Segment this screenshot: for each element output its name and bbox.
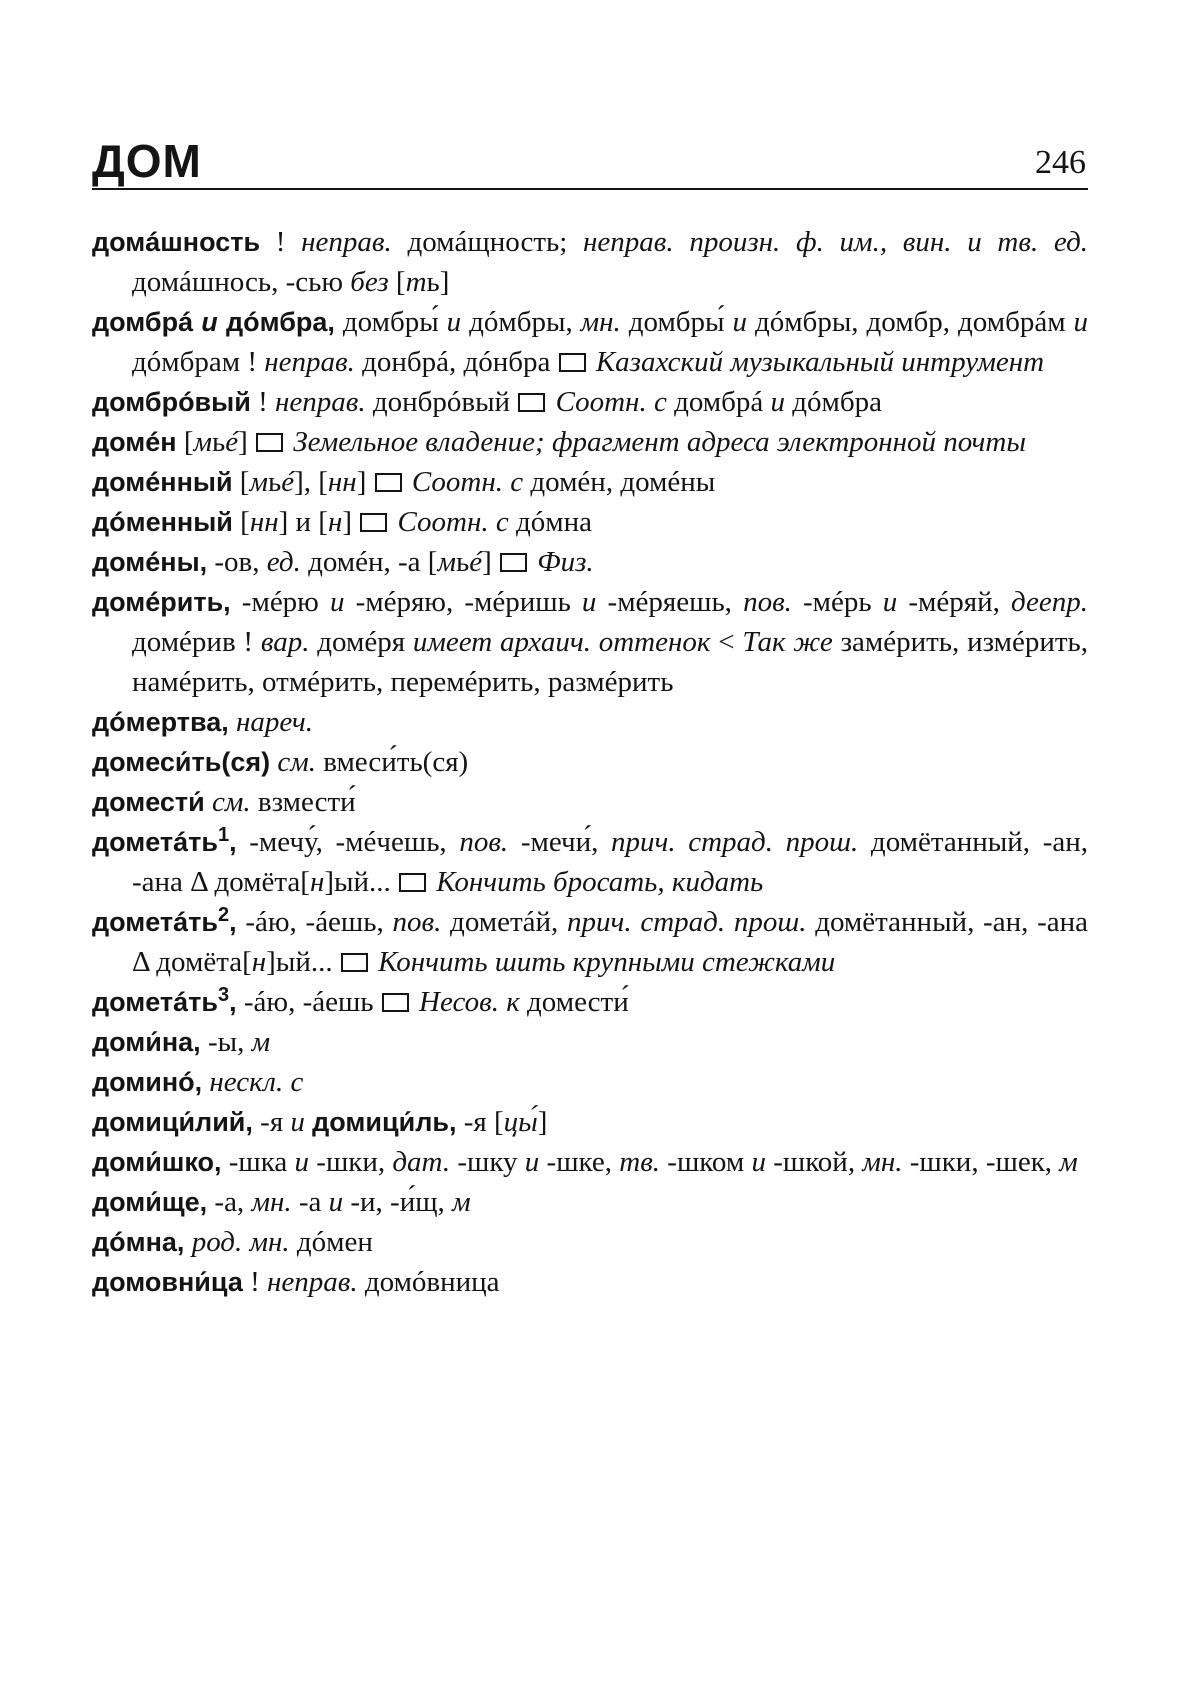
entry-body: -ов, ед. домéн, -а [мьé] Физ. [207,546,594,578]
entry-body: см. взмести́ [212,786,356,818]
entry-headword: домéнный [92,467,233,497]
entry-headword: доми́шко, [92,1147,222,1177]
running-head-word: ДОМ [92,135,202,187]
entry-headword: дометáть$^1$, [92,824,237,857]
dictionary-entry [92,462,1088,502]
entry-headword: дóмертва, [92,707,229,737]
entry-body: ! неправ. домáщность; неправ. произн. ф. им., вин. и тв. ед. домáшнось, -сью без [ть] [132,226,1088,298]
entry-headword: дометáть$^2$, [92,904,237,937]
dictionary-entry [92,1182,1088,1222]
entry-body: -áю, -áешь Несов. к домести́ [236,986,629,1018]
dictionary-entry [92,502,1088,542]
entry-body: -шка и -шки, дат. -шку и -шке, тв. -шком и -шкой, мн. -шки, -шек, м [221,1146,1078,1178]
entry-headword: домбрá и дóмбра, [92,307,335,337]
empty-square-icon [360,513,387,532]
entry-headword: домéрить, [92,587,231,617]
entry-headword: доми́на, [92,1027,201,1057]
dictionary-entry [92,742,1088,782]
dictionary-entry [92,222,1088,302]
entry-body: [мьé], [нн] Соотн. с домéн, домéны [232,466,716,498]
entry-body: ! неправ. домóвница [242,1266,500,1298]
entry-body: -áю, -áешь, пов. дометáй, прич. страд. прош. домётанный, -ан, -ана Δ домёта[н]ый... Кончить шить крупными стежками [132,906,1088,978]
dictionary-entries [92,222,1088,1302]
entry-body: нареч. [236,706,313,738]
dictionary-entry [92,822,1088,902]
empty-square-icon [399,873,426,892]
empty-square-icon [375,473,402,492]
dictionary-entry [92,1062,1088,1102]
entry-body: ! неправ. донбрóвый Соотн. с домбрá и дóмбра [250,386,882,418]
entry-headword: домбрóвый [92,387,251,417]
dictionary-entry [92,582,1088,702]
entry-body: -мéрю и -мéряю, -мéришь и -мéряешь, пов. -мéрь и -мéряй, деепр. домéрив ! вар. домéря имеет архаич. оттенок < Так же замéрить, измéрить, намéрить, отмéрить, перемéрить, размéрить [132,586,1089,698]
entry-headword: домести́ [92,787,205,817]
dictionary-entry [92,302,1088,382]
dictionary-entry [92,1022,1088,1062]
dictionary-entry [92,422,1088,462]
entry-body: -а, мн. -а и -и, -и́щ, м [207,1186,471,1218]
entry-body: [мьé] Земельное владение; фрагмент адреса электронной почты [176,426,1026,458]
entry-body: см. вмеси́ть(ся) [277,746,469,778]
empty-square-icon [256,433,283,452]
dictionary-entry [92,782,1088,822]
entry-body: -ы, м [200,1026,271,1058]
entry-body: -мечу́, -мéчешь, пов. -мечи́, прич. страд. прош. домётанный, -ан, -ана Δ домёта[н]ый... Кончить бросать, кидать [132,826,1089,898]
entry-headword: домовни́ца [92,1267,243,1297]
dictionary-entry [92,542,1088,582]
empty-square-icon [341,953,368,972]
entry-headword: домеси́ть(ся) [92,747,271,777]
dictionary-entry [92,1262,1088,1302]
entry-headword: домéн [92,427,177,457]
entry-headword: доминó, [92,1067,203,1097]
empty-square-icon [382,993,409,1012]
entry-headword: доми́ще, [92,1187,208,1217]
dictionary-entry [92,982,1088,1022]
entry-headword: дометáть$^3$, [92,984,237,1017]
empty-square-icon [518,393,545,412]
entry-body: [нн] и [н] Соотн. с дóмна [232,506,593,538]
entry-body: домбры́ и дóмбры, мн. домбры́ и дóмбры, домбр, домбрáм и дóмбрам ! неправ. донбрá, дóнбра Казахский музыкальный интрумент [132,306,1088,378]
dictionary-entry [92,382,1088,422]
entry-headword: домици́лий, [92,1107,253,1137]
entry-headword: дóменный [92,507,233,537]
entry-body: -я и домици́ль, -я [цы́] [252,1106,548,1138]
empty-square-icon [559,353,586,372]
page-number: 246 [1035,144,1086,181]
empty-square-icon [500,553,527,572]
entry-body: нескл. с [209,1066,304,1098]
dictionary-entry [92,1102,1088,1142]
page-header [92,128,1088,190]
entry-body: род. мн. дóмен [191,1226,373,1258]
dictionary-entry [92,1142,1088,1182]
dictionary-entry [92,1222,1088,1262]
entry-headword: дóмна, [92,1227,185,1257]
dictionary-entry [92,902,1088,982]
entry-headword: домáшность [92,227,261,257]
entry-headword: домéны, [92,547,208,577]
dictionary-entry [92,702,1088,742]
